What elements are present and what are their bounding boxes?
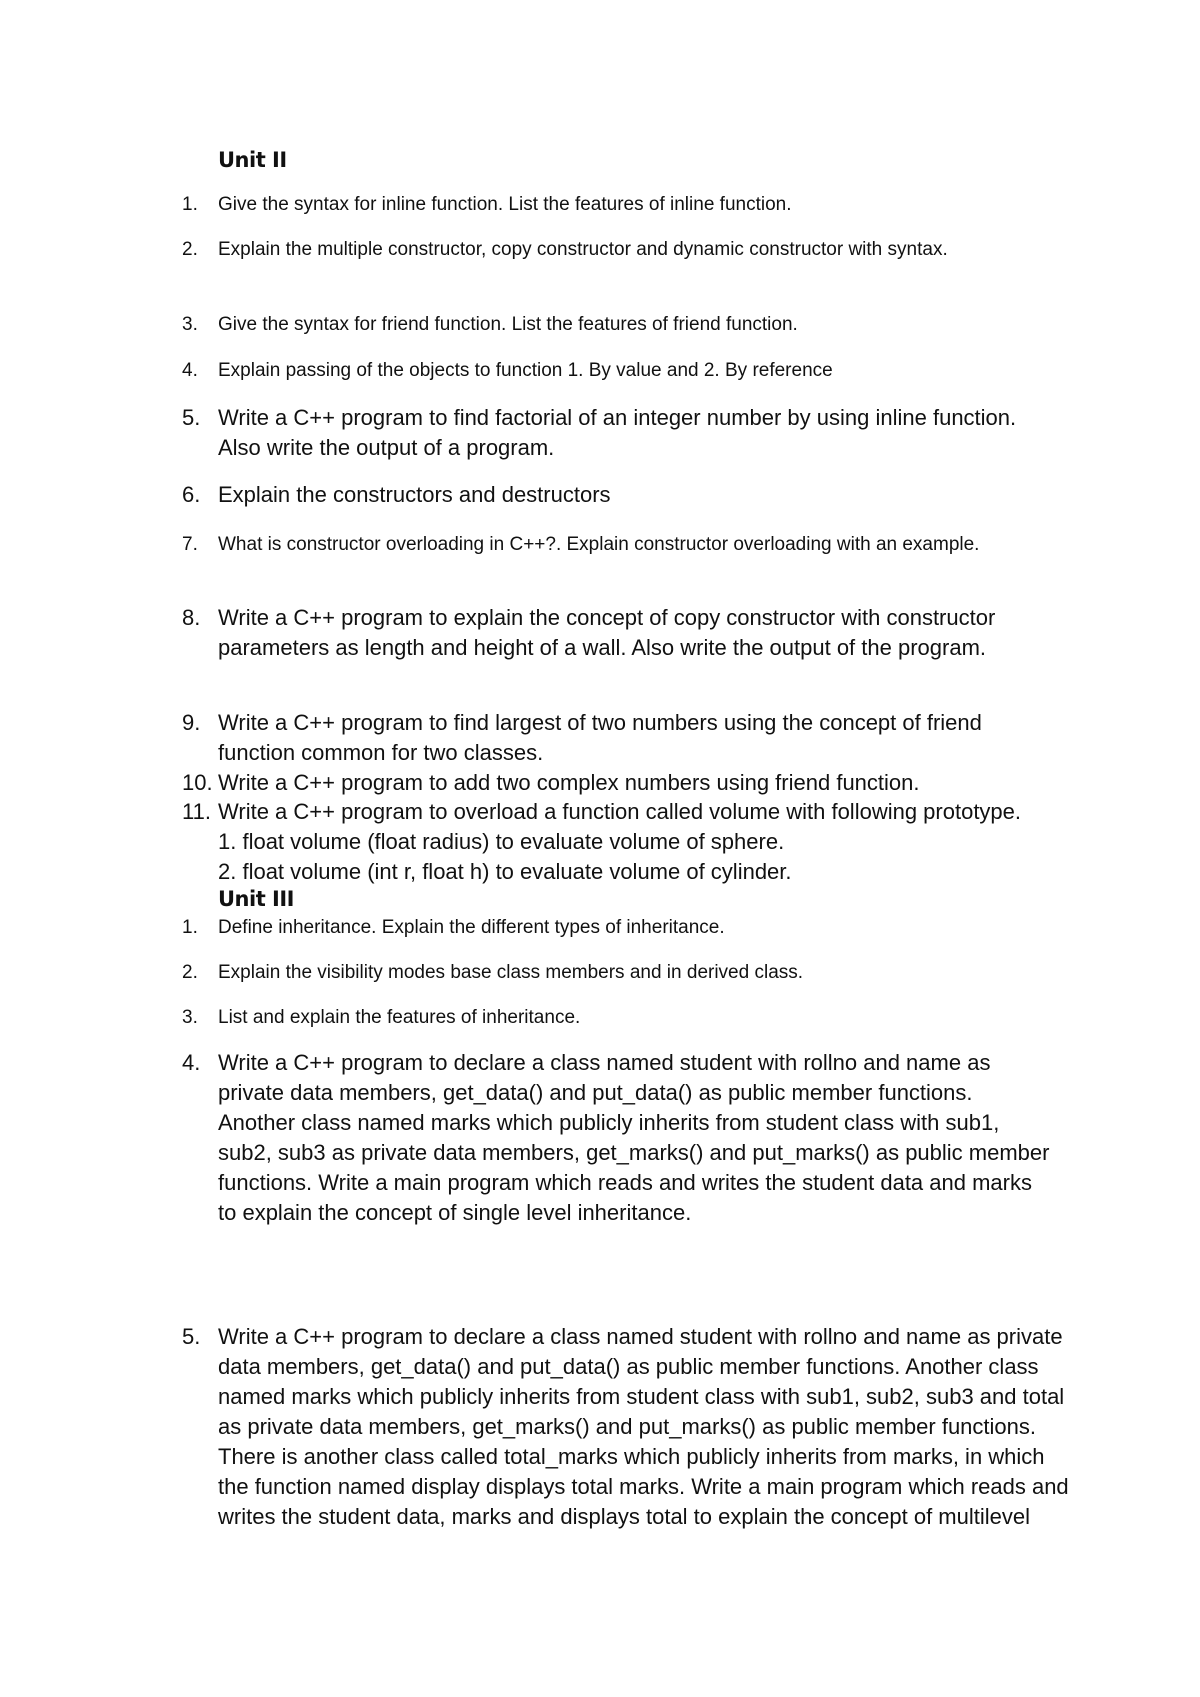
unit-3-question-1 [182, 913, 1062, 942]
question-number: 3. [182, 1007, 198, 1028]
question-text: Give the syntax for friend function. List the features of friend function. [218, 314, 798, 335]
question-number: 3. [182, 314, 198, 335]
question-text: Write a C++ program to overload a function called volume with following prototype. 1. float volume (float radius) to evaluate volume of sphere. [218, 799, 1022, 854]
unit-2-question-11 [182, 797, 1022, 887]
question-number: 8. [182, 605, 201, 630]
question-text-line-2: 2. float volume (int r, float h) to evaluate volume of cylinder. [218, 859, 792, 884]
question-text-block [218, 797, 1022, 887]
question-number: 5. [182, 405, 201, 430]
question-number: 10. [182, 770, 213, 795]
question-number: 4. [182, 360, 198, 381]
question-text: Explain the visibility modes base class members and in derived class. [218, 962, 804, 983]
question-number: 5. [182, 1324, 201, 1349]
question-text: List and explain the features of inheritance. [218, 1007, 581, 1028]
question-text: Give the syntax for inline function. List the features of inline function. [218, 194, 792, 215]
unit-2-heading: Unit II [218, 148, 287, 172]
unit-3-question-5 [182, 1322, 1072, 1532]
question-text: Write a C++ program to declare a class named student with rollno and name as private data members, get_data() and put_data() as public member functions. Another class named marks which publicly inherits from student class with sub1, sub2, sub3 as private data members, get_marks() and put_marks() as public member functions. Write a main program which reads and writes the student data and marks to explain the concept of single level inheritance. [218, 1050, 1050, 1225]
unit-2-question-10 [182, 768, 1062, 798]
question-number: 11. [182, 799, 211, 824]
question-number: 4. [182, 1050, 201, 1075]
unit-2-question-9 [182, 708, 1022, 768]
question-text: Write a C++ program to add two complex numbers using friend function. [218, 770, 920, 795]
question-number: 6. [182, 482, 201, 507]
unit-3-question-4 [182, 1048, 1052, 1228]
question-text: Write a C++ program to find factorial of an integer number by using inline function. Also write the output of a program. [218, 405, 1017, 460]
unit-2-question-7 [182, 530, 1062, 559]
question-text: Explain passing of the objects to function 1. By value and 2. By reference [218, 360, 833, 381]
question-number: 9. [182, 710, 201, 735]
question-text: Write a C++ program to find largest of two numbers using the concept of friend function common for two classes. [218, 710, 982, 765]
unit-2-question-3 [182, 310, 1062, 339]
unit-2-question-5 [182, 403, 1022, 463]
unit-2-question-1 [182, 190, 1062, 219]
unit-3-question-3 [182, 1003, 1062, 1032]
question-text: Explain the multiple constructor, copy constructor and dynamic constructor with syntax. [218, 239, 948, 260]
question-number: 1. [182, 917, 198, 938]
question-text: Write a C++ program to declare a class named student with rollno and name as private data members, get_data() and put_data() as public member functions. Another class named marks which publicly inherits from student class with sub1, sub2, sub3 and total as private data members, get_marks() and put_marks() as public member functions. There is another class called total_marks which publicly inherits from marks, in which the function named display displays total marks. Write a main program which reads and writes the student data, marks and displays total to explain the concept of multilevel [218, 1324, 1069, 1529]
unit-3-heading: Unit III [218, 887, 294, 911]
question-number: 1. [182, 194, 198, 215]
unit-2-question-2 [182, 235, 1022, 264]
question-number: 2. [182, 962, 198, 983]
unit-3-question-2 [182, 958, 1062, 987]
unit-2-question-8 [182, 603, 1072, 663]
unit-2-question-6 [182, 480, 1062, 510]
question-text: Explain the constructors and destructors [218, 482, 611, 507]
question-text: Define inheritance. Explain the different types of inheritance. [218, 917, 725, 938]
question-number: 7. [182, 534, 198, 555]
question-number: 2. [182, 239, 198, 260]
unit-2-question-4 [182, 356, 1062, 385]
question-text: What is constructor overloading in C++?. Explain constructor overloading with an example. [218, 534, 980, 555]
question-text: Write a C++ program to explain the concept of copy constructor with constructor parameters as length and height of a wall. Also write the output of the program. [218, 605, 996, 660]
